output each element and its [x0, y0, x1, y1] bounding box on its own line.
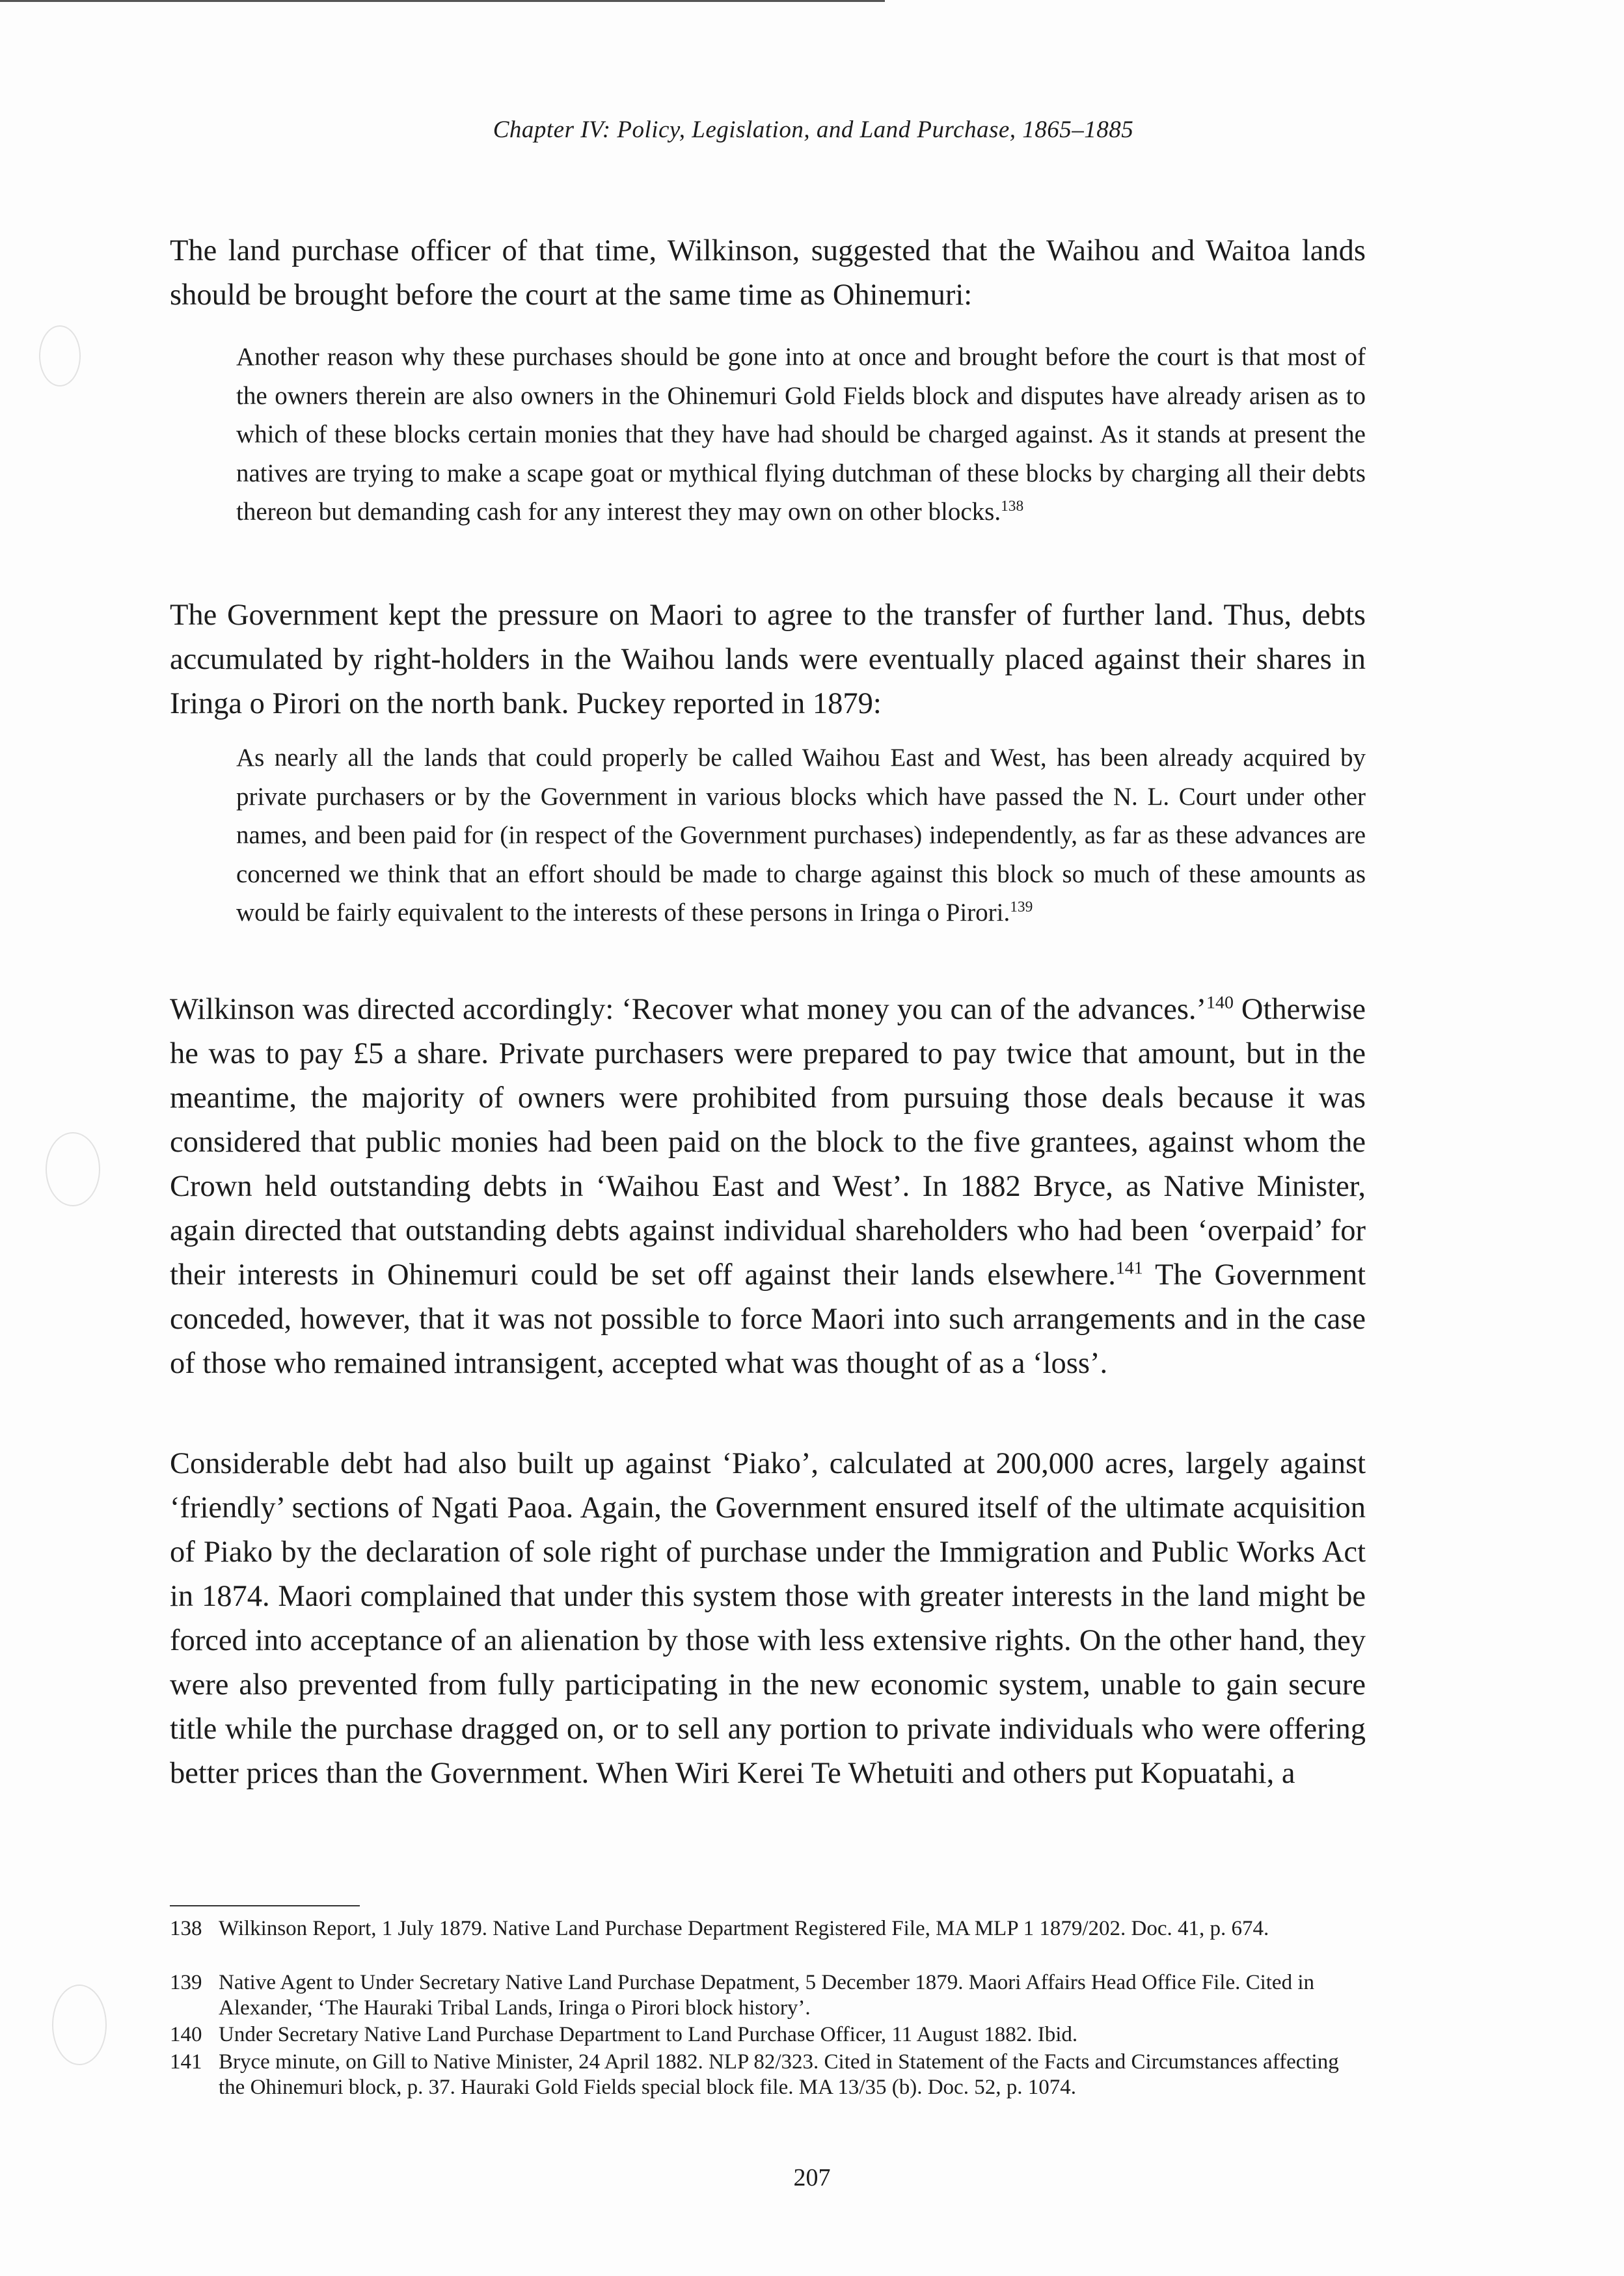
scan-hole-mark: [46, 1132, 100, 1206]
scan-hole-mark: [39, 325, 81, 386]
footnote-ref[interactable]: 138: [1001, 498, 1024, 515]
paragraph-text: The Government conceded, however, that it was not possible to force Maori into such arrangements and in the case of those who remained intransigent, accepted what was thought of as a ‘loss’.: [170, 1258, 1366, 1380]
page-number: 207: [793, 2164, 831, 2191]
footnote-ref[interactable]: 139: [1010, 899, 1033, 915]
body-paragraph: Considerable debt had also built up against ‘Piako’, calculated at 200,000 acres, largely against ‘friendly’ sections of Ngati Paoa. Again, the Government ensured itself of the ultimate acquisition of Piako by the declaration of sole right of purchase under the Immigration and Public Works Act in 1874. Maori complained that under this system those with greater interests in the land might be forced into acceptance of an alienation by those with less extensive rights. On the other hand, they were also prevented from fully participating in the new economic system, unable to gain secure title while the purchase dragged on, or to sell any portion to private individuals who were offering better prices than the Government. When Wiri Kerei Te Whetuiti and others put Kopuatahi, a: [170, 1447, 1366, 1790]
footnote-separator: [170, 1905, 360, 1906]
footnote-ref[interactable]: 140: [1206, 992, 1234, 1013]
footnote-text: Wilkinson Report, 1 July 1879. Native Land Purchase Department Registered File, MA MLP 1 1879/202. Doc. 41, p. 674.: [219, 1917, 1269, 1940]
footnote: [170, 1970, 1366, 2021]
paragraph-text: Otherwise he was to pay £5 a share. Private purchasers were prepared to pay twice that amount, but in the meantime, the majority of owners were prohibited from pursuing those deals because it was considered that public monies had been paid on the block to the five grantees, against whom the Crown held outstanding debts in ‘Waihou East and West’. In 1882 Bryce, as Native Minister, again directed that outstanding debts against individual shareholders who had been ‘overpaid’ for their interests in Ohinemuri could be set off against their lands elsewhere.: [170, 993, 1366, 1292]
footnote-ref[interactable]: 141: [1115, 1258, 1143, 1279]
footnote-number: 141: [170, 2050, 202, 2074]
footnote-text: Under Secretary Native Land Purchase Department to Land Purchase Officer, 11 August 1882. Ibid.: [219, 2023, 1078, 2046]
quote-text: Another reason why these purchases should be gone into at once and brought before the court is that most of the owners therein are also owners in the Ohinemuri Gold Fields block and disputes have already arisen as to which of these blocks certain monies that they have had should be charged against. As it stands at present the natives are trying to make a scape goat or mythical flying dutchman of these blocks by charging all their debts thereon but demanding cash for any interest they may own on other blocks.: [236, 343, 1366, 526]
body-paragraph: The Government kept the pressure on Maori to agree to the transfer of further land. Thus, debts accumulated by right-holders in the Waihou lands were eventually placed against their shares in Iringa o Pirori on the north bank. Puckey reported in 1879:: [170, 599, 1366, 720]
running-header: Chapter IV: Policy, Legislation, and Land Purchase, 1865–1885: [493, 116, 1134, 143]
footnote-number: 140: [170, 2023, 202, 2046]
footnote: [170, 2050, 1366, 2100]
paragraph-text: Wilkinson was directed accordingly: ‘Recover what money you can of the advances.’: [170, 993, 1207, 1026]
footnote-number: 139: [170, 1971, 202, 1994]
footnote: [170, 2022, 1366, 2048]
footnote-text: Bryce minute, on Gill to Native Minister, 24 April 1882. NLP 82/323. Cited in Statement of the Facts and Circumstances affecting the Ohinemuri block, p. 37. Hauraki Gold Fields special block file. MA 13/35 (b). Doc. 52, p. 1074.: [219, 2050, 1339, 2099]
footnote-text: Native Agent to Under Secretary Native Land Purchase Depatment, 5 December 1879. Maori Affairs Head Office File. Cited in Alexander, ‘The Hauraki Tribal Lands, Iringa o Pirori block history’.: [219, 1971, 1314, 2020]
block-quote: [236, 738, 1366, 932]
block-quote: [236, 338, 1366, 532]
body-paragraph: The land purchase officer of that time, Wilkinson, suggested that the Waihou and Waitoa lands should be brought before the court at the same time as Ohinemuri:: [170, 234, 1366, 312]
scan-edge-line: [0, 0, 885, 2]
body-paragraph: [170, 988, 1366, 1386]
scan-hole-mark: [52, 1985, 107, 2065]
footnote: [170, 1916, 1366, 1942]
quote-text: As nearly all the lands that could properly be called Waihou East and West, has been already acquired by private purchasers or by the Government in various blocks which have passed the N. L. Court under other names, and been paid for (in respect of the Government purchases) independently, as far as these advances are concerned we think that an effort should be made to charge against this block so much of these amounts as would be fairly equivalent to the interests of these persons in Iringa o Pirori.: [236, 744, 1366, 927]
footnote-number: 138: [170, 1917, 202, 1940]
